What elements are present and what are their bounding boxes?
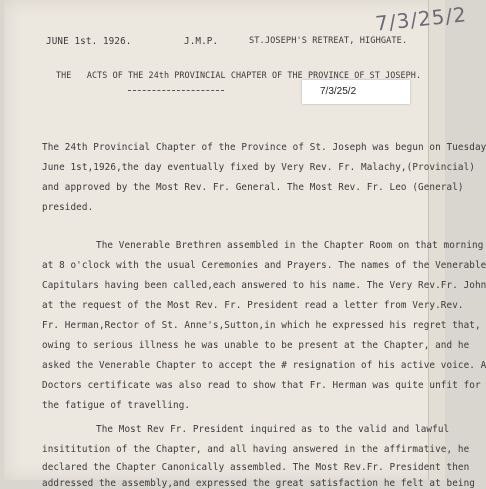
text-line: at 8 o'clock with the usual Ceremonies and Prayers. The names of the Venerable	[42, 260, 486, 271]
text-line: Fr. Herman,Rector of St. Anne's,Sutton,in which he expressed his regret that,	[42, 320, 481, 331]
text-line: and approved by the Most Rev. Fr. General. The Most Rev. Fr. Leo (General)	[42, 182, 464, 193]
text-line: declared the Chapter Canonically assembled. The Most Rev.Fr. President then	[42, 462, 470, 473]
handwritten-annotation: 7/3/25/2	[374, 2, 468, 36]
document-title: THE ACTS OF THE 24th PROVINCIAL CHAPTER OF THE PROVINCE OF ST JOSEPH.	[56, 70, 422, 80]
header-location: ST.JOSEPH'S RETREAT, HIGHGATE.	[249, 36, 408, 46]
text-line: June 1st,1926,the day eventually fixed by Very Rev. Fr. Malachy,(Provincial)	[42, 162, 475, 173]
header-date: JUNE 1st. 1926.	[46, 36, 132, 47]
text-line: the fatigue of travelling.	[42, 400, 191, 411]
text-line: insititution of the Chapter, and all having answered in the affirmative, he	[42, 444, 470, 455]
text-line: The Most Rev Fr. President inquired as to the valid and lawful	[96, 424, 450, 435]
text-line: The Venerable Brethren assembled in the Chapter Room on that morning	[96, 240, 484, 251]
text-line: presided.	[42, 202, 94, 213]
document-page	[4, 0, 486, 489]
text-line: addressed the assembly,and expressed the great satisfaction he felt at being	[42, 478, 475, 489]
text-line: Doctors certificate was also read to show that Fr. Herman was quite unfit for	[42, 380, 481, 391]
text-line: asked the Venerable Chapter to accept the # resignation of his active voice. A	[42, 360, 486, 371]
text-line: The 24th Provincial Chapter of the Province of St. Joseph was begun on Tuesday	[42, 142, 486, 153]
text-line: Capitulars having been called,each answered to his name. The Very Rev.Fr. John	[42, 280, 486, 291]
header-initials: J.M.P.	[184, 36, 219, 47]
title-underline	[128, 90, 224, 91]
reference-label: 7/3/25/2	[302, 80, 410, 104]
text-line: owing to serious illness he was unable to be present at the Chapter, and he	[42, 340, 470, 351]
text-line: at the request of the Most Rev. Fr. President read a letter from Very.Rev.	[42, 300, 464, 311]
